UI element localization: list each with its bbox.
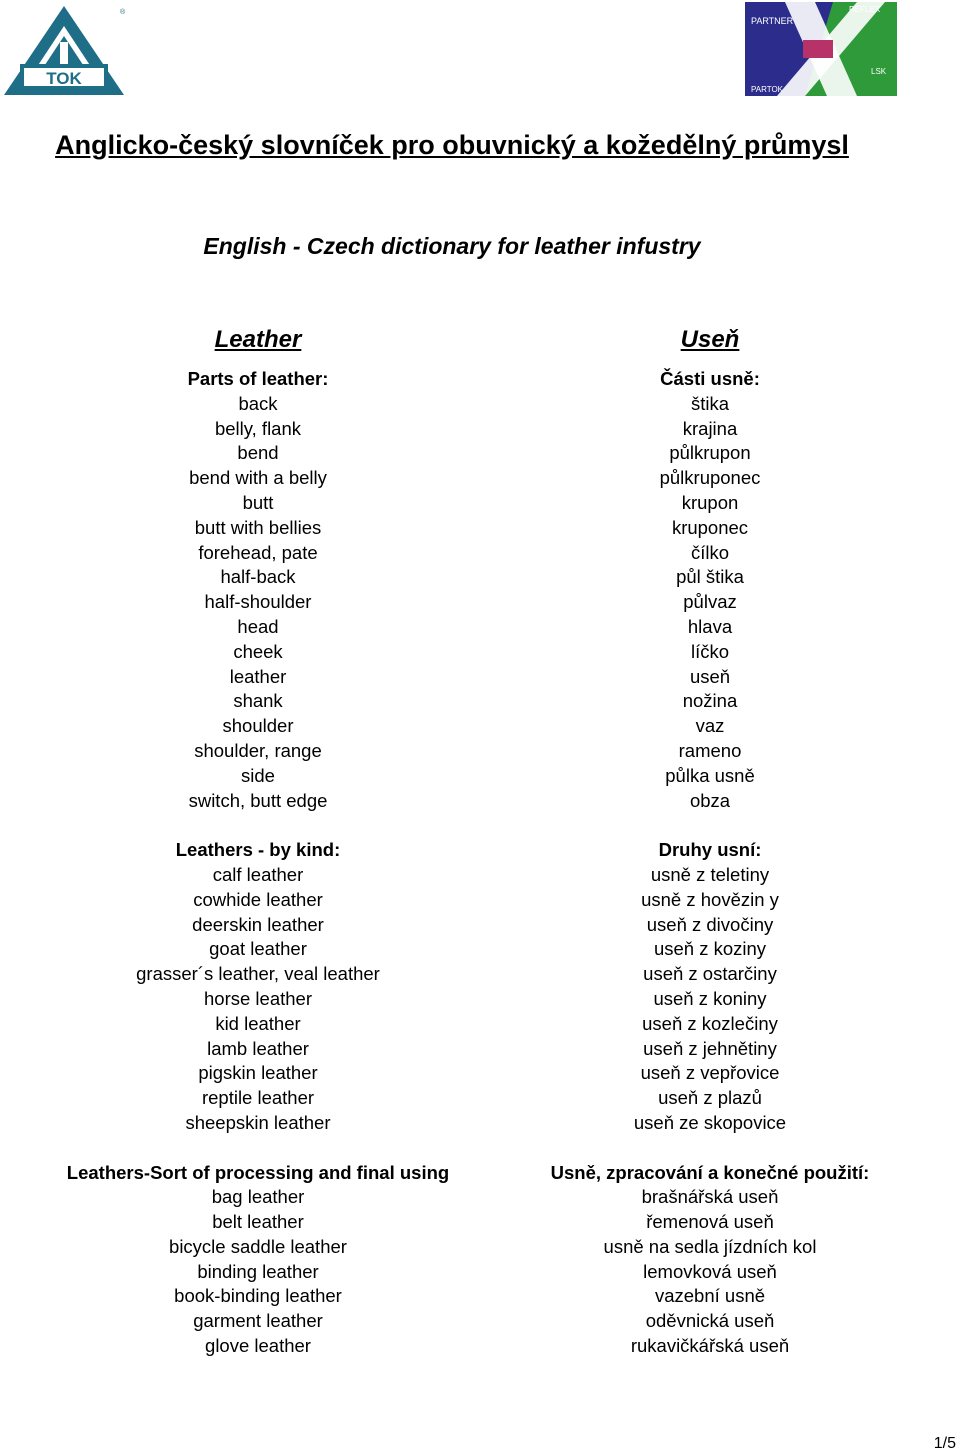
term-item: krajina — [682, 417, 738, 439]
term-item: belt leather — [212, 1211, 304, 1233]
section-title: Části usně: — [660, 368, 760, 389]
english-column-heading: Leather — [214, 326, 302, 353]
tok-logo — [0, 2, 128, 98]
section-spacer — [484, 813, 936, 838]
term-item: brašnářská useň — [641, 1186, 779, 1208]
term-item: reptile leather — [201, 1087, 315, 1109]
term-item: hlava — [687, 615, 733, 637]
term-item: krupon — [681, 491, 739, 513]
czech-column — [484, 322, 936, 1359]
term-item: useň z divočiny — [646, 913, 774, 935]
term-item: řemenová useň — [646, 1211, 774, 1233]
term-item: goat leather — [209, 938, 307, 960]
term-item: binding leather — [197, 1260, 319, 1282]
svg-text:TOK: TOK — [46, 69, 82, 88]
term-item: rukavičkářská useň — [630, 1335, 790, 1357]
term-item: bend — [237, 442, 279, 464]
term-item: useň z ostarčiny — [643, 963, 777, 985]
term-item: head — [237, 615, 279, 637]
czech-sections — [484, 367, 936, 1359]
term-item: půlvaz — [683, 591, 737, 613]
term-item: back — [238, 392, 278, 414]
term-item: forehead, pate — [198, 541, 318, 563]
term-item: half-back — [220, 566, 296, 588]
section-title: Parts of leather: — [187, 368, 329, 389]
page-number: 1/5 — [933, 1435, 956, 1452]
term-item: pigskin leather — [198, 1062, 318, 1084]
term-item: cowhide leather — [193, 888, 323, 910]
czech-column-heading: Useň — [680, 326, 740, 353]
term-item: obza — [689, 789, 731, 811]
term-item: čílko — [690, 541, 730, 563]
section-title: Usně, zpracování a konečné použití: — [550, 1161, 870, 1183]
term-item: oděvnická useň — [645, 1310, 775, 1332]
term-item: kruponec — [671, 516, 749, 538]
section-title: Druhy usní: — [658, 839, 762, 861]
term-item: štika — [690, 392, 730, 414]
term-item: useň z koniny — [653, 987, 767, 1009]
term-item: grasser´s leather, veal leather — [136, 963, 380, 985]
term-item: book-binding leather — [174, 1285, 342, 1307]
term-item: usně z hovězin y — [641, 888, 779, 910]
term-item: rameno — [678, 739, 742, 761]
section-title: Leathers - by kind: — [175, 839, 341, 861]
term-item: leather — [229, 665, 287, 687]
svg-text:REFLEX: REFLEX — [849, 5, 881, 14]
svg-text:®: ® — [120, 9, 126, 16]
english-column — [30, 322, 486, 1359]
term-item: bicycle saddle leather — [169, 1235, 347, 1257]
term-item: half-shoulder — [204, 591, 312, 613]
term-item: vazební usně — [654, 1285, 766, 1307]
term-item: půl štika — [676, 566, 744, 588]
term-item: lemovková useň — [643, 1260, 777, 1282]
term-item: horse leather — [204, 987, 312, 1009]
term-item: bend with a belly — [189, 467, 327, 489]
term-item: useň z kozlečiny — [642, 1012, 778, 1034]
term-item: shoulder, range — [194, 739, 322, 761]
document-title: Anglicko-český slovníček pro obuvnický a kožedělný průmysl — [55, 130, 849, 160]
svg-text:LSK: LSK — [871, 67, 887, 76]
svg-text:PARTOK: PARTOK — [751, 85, 784, 94]
term-item: side — [241, 764, 275, 786]
english-sections — [30, 367, 486, 1359]
term-item: butt — [242, 491, 274, 513]
term-item: kid leather — [215, 1012, 301, 1034]
section-spacer — [30, 813, 486, 838]
term-item: calf leather — [212, 863, 304, 885]
term-item: cheek — [233, 640, 283, 662]
term-item: butt with bellies — [194, 516, 322, 538]
term-item: usně na sedla jízdních kol — [603, 1235, 817, 1257]
section-title: Leathers-Sort of processing and final using — [66, 1161, 450, 1183]
term-item: belly, flank — [214, 417, 302, 439]
term-item: bag leather — [211, 1186, 305, 1208]
term-item: switch, butt edge — [188, 789, 328, 811]
term-item: deerskin leather — [192, 913, 324, 935]
term-item: půlkrupon — [669, 442, 751, 464]
term-item: shoulder — [222, 715, 294, 737]
term-item: půlkruponec — [659, 467, 761, 489]
term-item: useň z plazů — [658, 1087, 762, 1109]
term-item: garment leather — [193, 1310, 323, 1332]
term-item: nožina — [682, 690, 738, 712]
term-item: půlka usně — [665, 764, 755, 786]
reflex-partok-logo — [745, 2, 897, 96]
term-item: glove leather — [205, 1335, 311, 1357]
term-item: shank — [233, 690, 283, 712]
section-spacer — [30, 1136, 486, 1161]
term-item: líčko — [690, 640, 730, 662]
term-item: usně z teletiny — [650, 863, 770, 885]
term-item: useň z jehnětiny — [643, 1037, 777, 1059]
term-item: vaz — [695, 715, 725, 737]
svg-text:PARTNER: PARTNER — [751, 16, 794, 26]
term-item: useň z koziny — [653, 938, 767, 960]
term-item: useň ze skopovice — [633, 1111, 787, 1133]
term-item: useň — [689, 665, 731, 687]
term-item: useň z vepřovice — [640, 1062, 780, 1084]
term-item: sheepskin leather — [185, 1111, 331, 1133]
document-subtitle: English - Czech dictionary for leather infustry — [203, 233, 701, 259]
term-item: lamb leather — [207, 1037, 309, 1059]
section-spacer — [484, 1136, 936, 1161]
